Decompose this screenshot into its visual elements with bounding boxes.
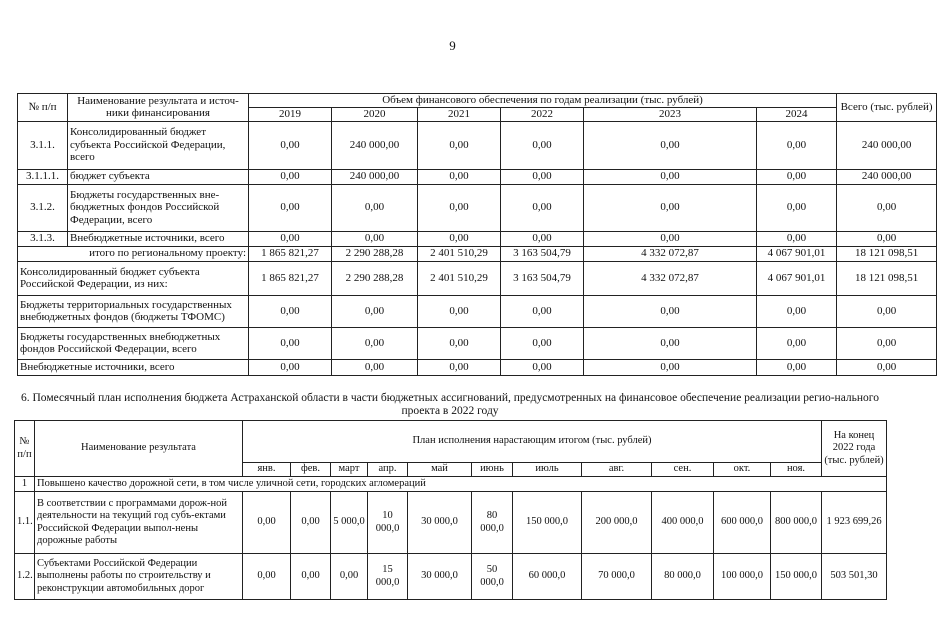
value-cell: 0,00: [249, 169, 332, 184]
value-cell: 0,00: [418, 359, 501, 375]
value-cell: 0,00: [418, 169, 501, 184]
value-cell: 400 000,0: [652, 492, 714, 554]
value-cell: 0,00: [584, 359, 757, 375]
summary-label: Внебюджетные источники, всего: [18, 359, 249, 375]
value-cell: 0,00: [249, 231, 332, 246]
total-cell: 0,00: [837, 327, 937, 359]
value-cell: 0,00: [757, 184, 837, 231]
table-row: [15, 554, 887, 600]
value-cell: 0,00: [757, 169, 837, 184]
header-end: На конец 2022 года (тыс. рублей): [822, 421, 887, 477]
financing-table: [17, 93, 937, 376]
value-cell: 0,00: [249, 184, 332, 231]
end-value-cell: 503 501,30: [822, 554, 887, 600]
value-cell: 0,00: [249, 327, 332, 359]
value-cell: 0,00: [331, 554, 368, 600]
value-cell: 0,00: [291, 554, 331, 600]
regional-total-label: итого по региональному проекту:: [18, 246, 249, 261]
value-cell: 5 000,0: [331, 492, 368, 554]
total-cell: 18 121 098,51: [837, 261, 937, 295]
value-cell: 2 401 510,29: [418, 261, 501, 295]
value-cell: 0,00: [332, 184, 418, 231]
value-cell: 80 000,0: [652, 554, 714, 600]
row-num: 1.2.: [15, 554, 35, 600]
value-cell: 0,00: [418, 231, 501, 246]
year-cell: 2020: [332, 108, 418, 122]
value-cell: 0,00: [584, 327, 757, 359]
end-value-cell: 1 923 699,26: [822, 492, 887, 554]
value-cell: 10 000,0: [368, 492, 408, 554]
value-cell: 1 865 821,27: [249, 261, 332, 295]
monthly-plan-table: [14, 420, 887, 600]
section-heading: 6. Помесячный план исполнения бюджета Астраханской области в части бюджетных ассигнований, предусмотренных на финансовое обеспечение реализации регио-нального проекта в 2022 году: [21, 392, 879, 417]
row-name: В соответствии с программами дорож-ной деятельности на текущий год субъ-ектами Российской Федерации выпол-нены дорожные работы: [35, 492, 243, 554]
value-cell: 2 401 510,29: [418, 246, 501, 261]
value-cell: 4 067 901,01: [757, 261, 837, 295]
year-cell: 2024: [757, 108, 837, 122]
value-cell: 3 163 504,79: [501, 246, 584, 261]
header-total: Всего (тыс. рублей): [837, 94, 937, 122]
value-cell: 800 000,0: [771, 492, 822, 554]
header-num: № п/п: [18, 94, 68, 122]
year-cell: 2022: [501, 108, 584, 122]
value-cell: 0,00: [332, 231, 418, 246]
row-num: 3.1.1.: [18, 121, 68, 169]
value-cell: 150 000,0: [771, 554, 822, 600]
row-name: бюджет субъекта: [68, 169, 249, 184]
year-cell: 2023: [584, 108, 757, 122]
value-cell: 2 290 288,28: [332, 261, 418, 295]
summary-label: Бюджеты государственных внебюджетных фондов Российской Федерации, всего: [18, 327, 249, 359]
value-cell: 15 000,0: [368, 554, 408, 600]
value-cell: 0,00: [501, 121, 584, 169]
table-row: [18, 184, 937, 231]
value-cell: 0,00: [501, 327, 584, 359]
header-plan: План исполнения нарастающим итогом (тыс. рублей): [243, 421, 822, 463]
value-cell: 0,00: [584, 121, 757, 169]
total-cell: 0,00: [837, 359, 937, 375]
row-name: Консолидированный бюджет субъекта Российской Федерации, всего: [68, 121, 249, 169]
value-cell: 0,00: [501, 184, 584, 231]
value-cell: 3 163 504,79: [501, 261, 584, 295]
value-cell: 30 000,0: [408, 554, 472, 600]
month-cell: янв.: [243, 463, 291, 477]
total-cell: 240 000,00: [837, 169, 937, 184]
value-cell: 0,00: [501, 231, 584, 246]
value-cell: 0,00: [757, 359, 837, 375]
month-cell: фев.: [291, 463, 331, 477]
total-cell: 0,00: [837, 231, 937, 246]
row-num: 3.1.2.: [18, 184, 68, 231]
value-cell: 0,00: [584, 231, 757, 246]
value-cell: 240 000,00: [332, 121, 418, 169]
row-num: 3.1.1.1.: [18, 169, 68, 184]
value-cell: 0,00: [757, 327, 837, 359]
regional-total-row: [18, 246, 937, 261]
value-cell: 0,00: [501, 359, 584, 375]
value-cell: 0,00: [584, 184, 757, 231]
row-num: 1.1.: [15, 492, 35, 554]
table-row: [18, 169, 937, 184]
value-cell: 0,00: [501, 295, 584, 327]
value-cell: 4 067 901,01: [757, 246, 837, 261]
value-cell: 0,00: [418, 121, 501, 169]
value-cell: 1 865 821,27: [249, 246, 332, 261]
value-cell: 150 000,0: [513, 492, 582, 554]
value-cell: 0,00: [332, 327, 418, 359]
value-cell: 600 000,0: [714, 492, 771, 554]
table-row: [18, 121, 937, 169]
total-cell: 0,00: [837, 295, 937, 327]
value-cell: 4 332 072,87: [584, 261, 757, 295]
row-name: Внебюджетные источники, всего: [68, 231, 249, 246]
value-cell: 4 332 072,87: [584, 246, 757, 261]
month-cell: март: [331, 463, 368, 477]
value-cell: 0,00: [243, 554, 291, 600]
month-cell: апр.: [368, 463, 408, 477]
header-volume: Объем финансового обеспечения по годам реализации (тыс. рублей): [249, 94, 837, 108]
summary-label: Бюджеты территориальных государственных внебюджетных фондов (бюджеты ТФОМС): [18, 295, 249, 327]
total-cell: 0,00: [837, 184, 937, 231]
summary-label: Консолидированный бюджет субъекта Российской Федерации, из них:: [18, 261, 249, 295]
value-cell: 0,00: [757, 295, 837, 327]
value-cell: 70 000,0: [582, 554, 652, 600]
value-cell: 30 000,0: [408, 492, 472, 554]
table-row: [15, 492, 887, 554]
summary-row: [18, 295, 937, 327]
summary-row: [18, 359, 937, 375]
summary-row: [18, 261, 937, 295]
header-name: Наименование результата и источ-ники финансирования: [68, 94, 249, 122]
value-cell: 0,00: [584, 295, 757, 327]
header-name: Наименование результата: [35, 421, 243, 477]
value-cell: 0,00: [757, 121, 837, 169]
value-cell: 60 000,0: [513, 554, 582, 600]
value-cell: 2 290 288,28: [332, 246, 418, 261]
value-cell: 240 000,00: [332, 169, 418, 184]
value-cell: 0,00: [501, 169, 584, 184]
total-cell: 240 000,00: [837, 121, 937, 169]
month-cell: июнь: [472, 463, 513, 477]
value-cell: 0,00: [291, 492, 331, 554]
month-cell: сен.: [652, 463, 714, 477]
month-cell: авг.: [582, 463, 652, 477]
page-number: 9: [449, 38, 456, 53]
value-cell: 0,00: [418, 295, 501, 327]
value-cell: 0,00: [249, 295, 332, 327]
value-cell: 200 000,0: [582, 492, 652, 554]
year-cell: 2021: [418, 108, 501, 122]
month-cell: май: [408, 463, 472, 477]
table-row: [18, 231, 937, 246]
value-cell: 0,00: [332, 359, 418, 375]
value-cell: 0,00: [757, 231, 837, 246]
group-row: [15, 477, 887, 492]
month-cell: окт.: [714, 463, 771, 477]
value-cell: 50 000,0: [472, 554, 513, 600]
value-cell: 0,00: [418, 184, 501, 231]
value-cell: 100 000,0: [714, 554, 771, 600]
value-cell: 0,00: [249, 121, 332, 169]
value-cell: 0,00: [418, 327, 501, 359]
group-name: Повышено качество дорожной сети, в том числе уличной сети, городских агломераций: [35, 477, 887, 492]
row-name: Бюджеты государственных вне-бюджетных фондов Российской Федерации, всего: [68, 184, 249, 231]
total-cell: 18 121 098,51: [837, 246, 937, 261]
value-cell: 0,00: [243, 492, 291, 554]
value-cell: 80 000,0: [472, 492, 513, 554]
value-cell: 0,00: [584, 169, 757, 184]
month-cell: ноя.: [771, 463, 822, 477]
month-cell: июль: [513, 463, 582, 477]
header-num: № п/п: [15, 421, 35, 477]
value-cell: 0,00: [332, 295, 418, 327]
summary-row: [18, 327, 937, 359]
year-cell: 2019: [249, 108, 332, 122]
group-num: 1: [15, 477, 35, 492]
value-cell: 0,00: [249, 359, 332, 375]
row-name: Субъектами Российской Федерации выполнены работы по строительству и реконструкции автомобильных дорог: [35, 554, 243, 600]
row-num: 3.1.3.: [18, 231, 68, 246]
